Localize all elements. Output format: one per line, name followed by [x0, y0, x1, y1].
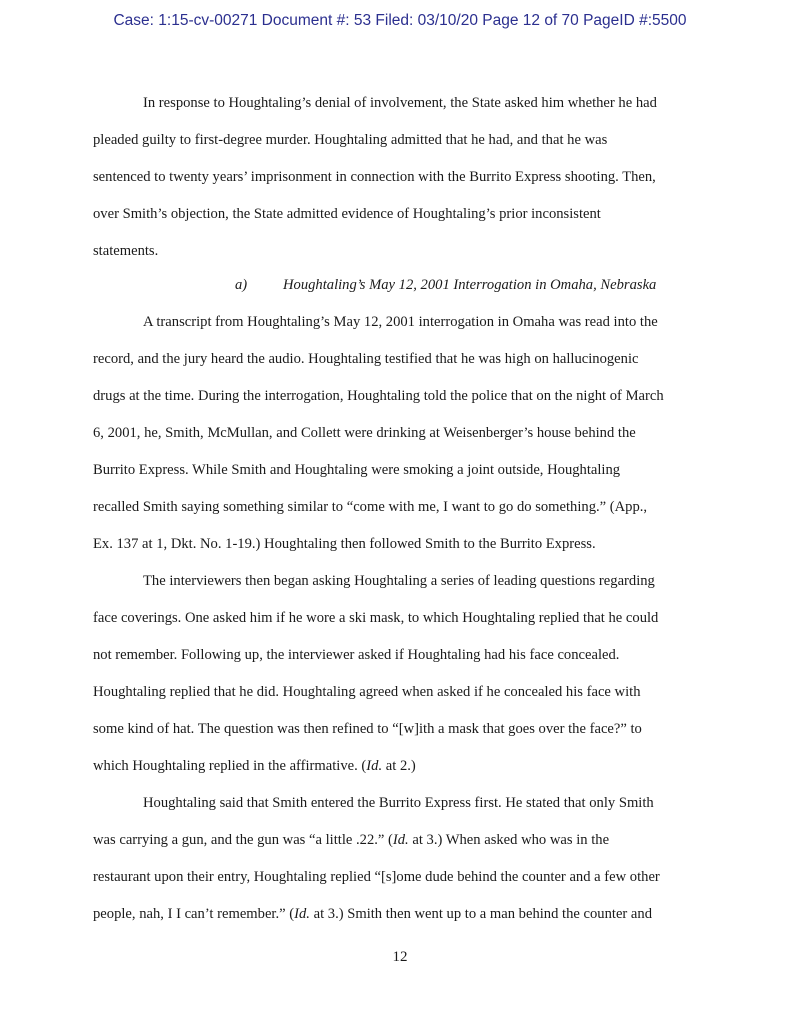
- body-line: drugs at the time. During the interrogation, Houghtaling told the police that on the night of March: [93, 388, 664, 404]
- text-run: people, nah, I I can’t remember.” (: [93, 906, 295, 922]
- body-line: record, and the jury heard the audio. Houghtaling testified that he was high on hallucinogenic: [93, 351, 639, 367]
- body-line: some kind of hat. The question was then refined to “[w]ith a mask that goes over the face?” to: [93, 721, 642, 737]
- body-line: [93, 831, 609, 849]
- text-run: at 3.) Smith then went up to a man behind the counter and: [309, 906, 652, 922]
- section-heading-title: Houghtaling’s May 12, 2001 Interrogation in Omaha, Nebraska: [283, 277, 657, 293]
- body-line: sentenced to twenty years’ imprisonment in connection with the Burrito Express shooting. Then,: [93, 169, 656, 185]
- body-line: face coverings. One asked him if he wore a ski mask, to which Houghtaling replied that he could: [93, 610, 659, 626]
- body-line: Ex. 137 at 1, Dkt. No. 1-19.) Houghtaling then followed Smith to the Burrito Express.: [93, 536, 596, 552]
- body-line: Burrito Express. While Smith and Houghtaling were smoking a joint outside, Houghtaling: [93, 462, 621, 478]
- section-heading: [235, 276, 656, 294]
- body-line: recalled Smith saying something similar to “come with me, I want to go do something.” (App.,: [93, 499, 648, 515]
- text-run: at 3.) When asked who was in the: [408, 832, 610, 848]
- citation-id: Id.: [294, 906, 310, 922]
- body-line: over Smith’s objection, the State admitted evidence of Houghtaling’s prior inconsistent: [93, 206, 601, 222]
- text-run: was carrying a gun, and the gun was “a little .22.” (: [93, 832, 393, 848]
- body-line: [93, 905, 652, 923]
- body-line: [93, 757, 416, 775]
- citation-id: Id.: [366, 758, 383, 774]
- page-number: 12: [392, 949, 408, 965]
- text-run: which Houghtaling replied in the affirmative. (: [93, 758, 367, 774]
- body-line: pleaded guilty to first-degree murder. Houghtaling admitted that he had, and that he was: [93, 132, 608, 148]
- body-line: statements.: [93, 243, 159, 259]
- text-run: at 2.): [382, 758, 416, 774]
- citation-id: Id.: [392, 832, 409, 848]
- case-header: Case: 1:15-cv-00271 Document #: 53 Filed: 03/10/20 Page 12 of 70 PageID #:5500: [113, 12, 687, 29]
- body-line: A transcript from Houghtaling’s May 12, 2001 interrogation in Omaha was read into the: [143, 314, 658, 330]
- body-line: 6, 2001, he, Smith, McMullan, and Collett were drinking at Weisenberger’s house behind the: [93, 425, 636, 441]
- section-heading-label: a): [235, 277, 248, 293]
- body-line: not remember. Following up, the interviewer asked if Houghtaling had his face concealed.: [93, 647, 620, 663]
- body-line: Houghtaling replied that he did. Houghtaling agreed when asked if he concealed his face with: [93, 684, 641, 700]
- body-line: Houghtaling said that Smith entered the Burrito Express first. He stated that only Smith: [143, 795, 654, 811]
- body-line: restaurant upon their entry, Houghtaling replied “[s]ome dude behind the counter and a few other: [93, 869, 660, 885]
- body-line: The interviewers then began asking Houghtaling a series of leading questions regarding: [143, 573, 655, 589]
- body-line: In response to Houghtaling’s denial of involvement, the State asked him whether he had: [143, 95, 657, 111]
